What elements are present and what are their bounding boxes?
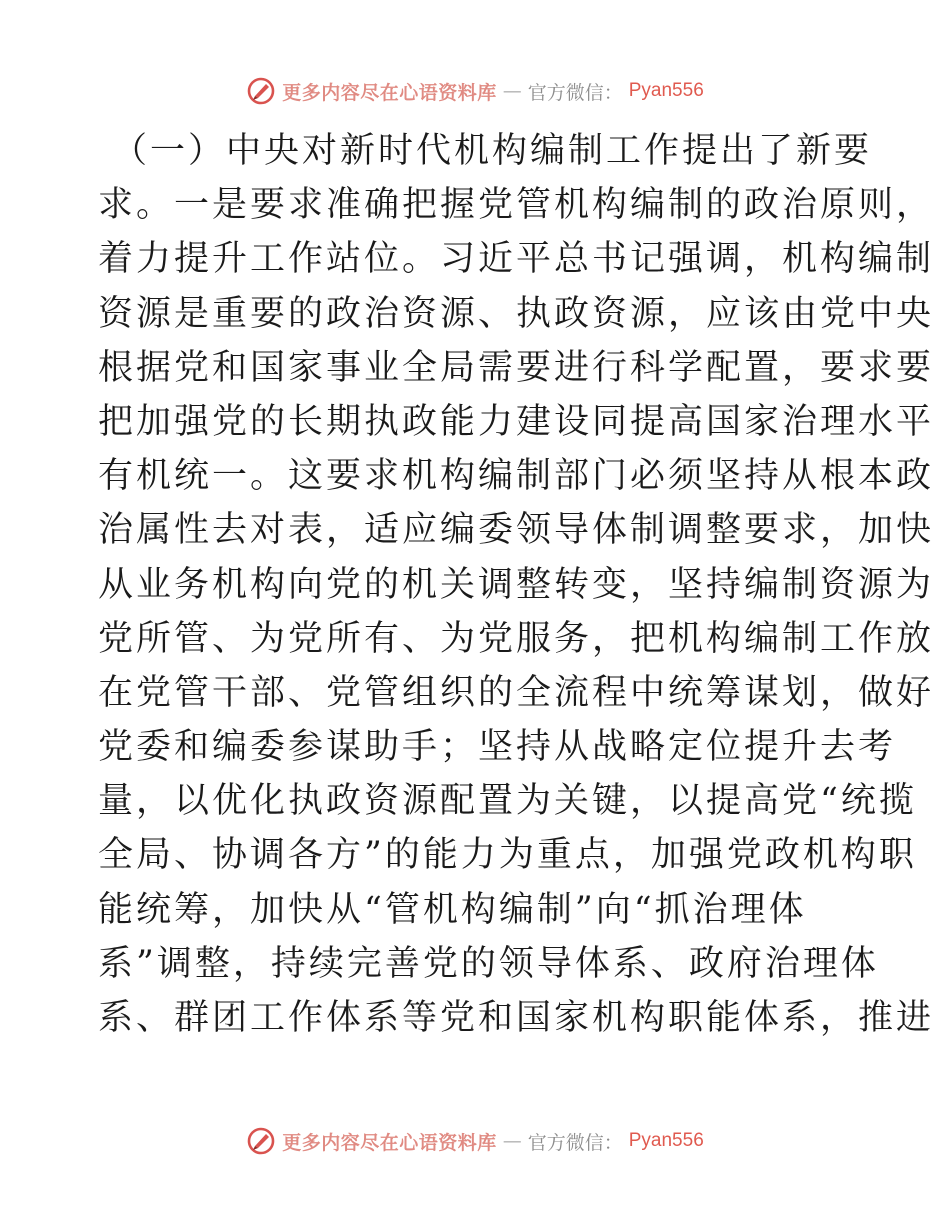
text-line-9: 从业务机构向党的机关调整转变，坚持编制资源为 bbox=[98, 564, 935, 605]
watermark-official-label: 官方微信： bbox=[527, 1131, 623, 1154]
text-line-4: 资源是重要的政治资源、执政资源，应该由党中央 bbox=[98, 293, 935, 334]
text-line-6: 把加强党的长期执政能力建设同提高国家治理水平 bbox=[98, 401, 935, 442]
text-line-13: 量，以优化执政资源配置为关键，以提高党“统揽 bbox=[98, 781, 917, 822]
watermark-dash: — bbox=[502, 1130, 522, 1152]
text-line-14: 全局、协调各方”的能力为重点，加强党政机构职 bbox=[98, 835, 917, 876]
text-line-1: （一）中央对新时代机构编制工作提出了新要 bbox=[112, 131, 873, 171]
text-line-12: 党委和编委参谋助手；坚持从战略定位提升去考 bbox=[98, 727, 897, 768]
watermark-official-label: 官方微信： bbox=[527, 81, 623, 104]
text-line-5: 根据党和国家事业全局需要进行科学配置，要求要 bbox=[98, 347, 935, 388]
text-line-11: 在党管干部、党管组织的全流程中统筹谋划，做好 bbox=[98, 672, 935, 713]
watermark-wechat-id: Pyan556 bbox=[628, 1130, 704, 1151]
text-line-17: 系、群团工作体系等党和国家机构职能体系，推进 bbox=[98, 998, 935, 1038]
text-line-7: 有机统一。这要求机构编制部门必须坚持从根本政 bbox=[98, 456, 935, 497]
watermark-main-text: 更多内容尽在心语资料库 bbox=[282, 1131, 497, 1154]
text-line-15: 能统筹，加快从“管机构编制”向“抓治理体 bbox=[98, 889, 807, 930]
watermark-wechat-id: Pyan556 bbox=[628, 80, 704, 101]
watermark-header bbox=[0, 71, 950, 111]
text-line-3: 着力提升工作站位。习近平总书记强调，机构编制 bbox=[98, 239, 935, 280]
watermark-footer bbox=[0, 1121, 950, 1161]
text-line-2: 求。一是要求准确把握党管机构编制的政治原则， bbox=[98, 185, 935, 226]
text-line-16: 系”调整，持续完善党的领导体系、政府治理体 bbox=[98, 943, 879, 984]
watermark-dash: — bbox=[502, 80, 522, 102]
pen-logo-icon bbox=[246, 1126, 276, 1156]
text-line-10: 党所管、为党所有、为党服务，把机构编制工作放 bbox=[98, 618, 935, 659]
text-line-8: 治属性去对表，适应编委领导体制调整要求，加快 bbox=[98, 510, 935, 551]
pen-logo-icon bbox=[246, 76, 276, 106]
watermark-main-text: 更多内容尽在心语资料库 bbox=[282, 81, 497, 104]
document-body bbox=[98, 124, 935, 1045]
